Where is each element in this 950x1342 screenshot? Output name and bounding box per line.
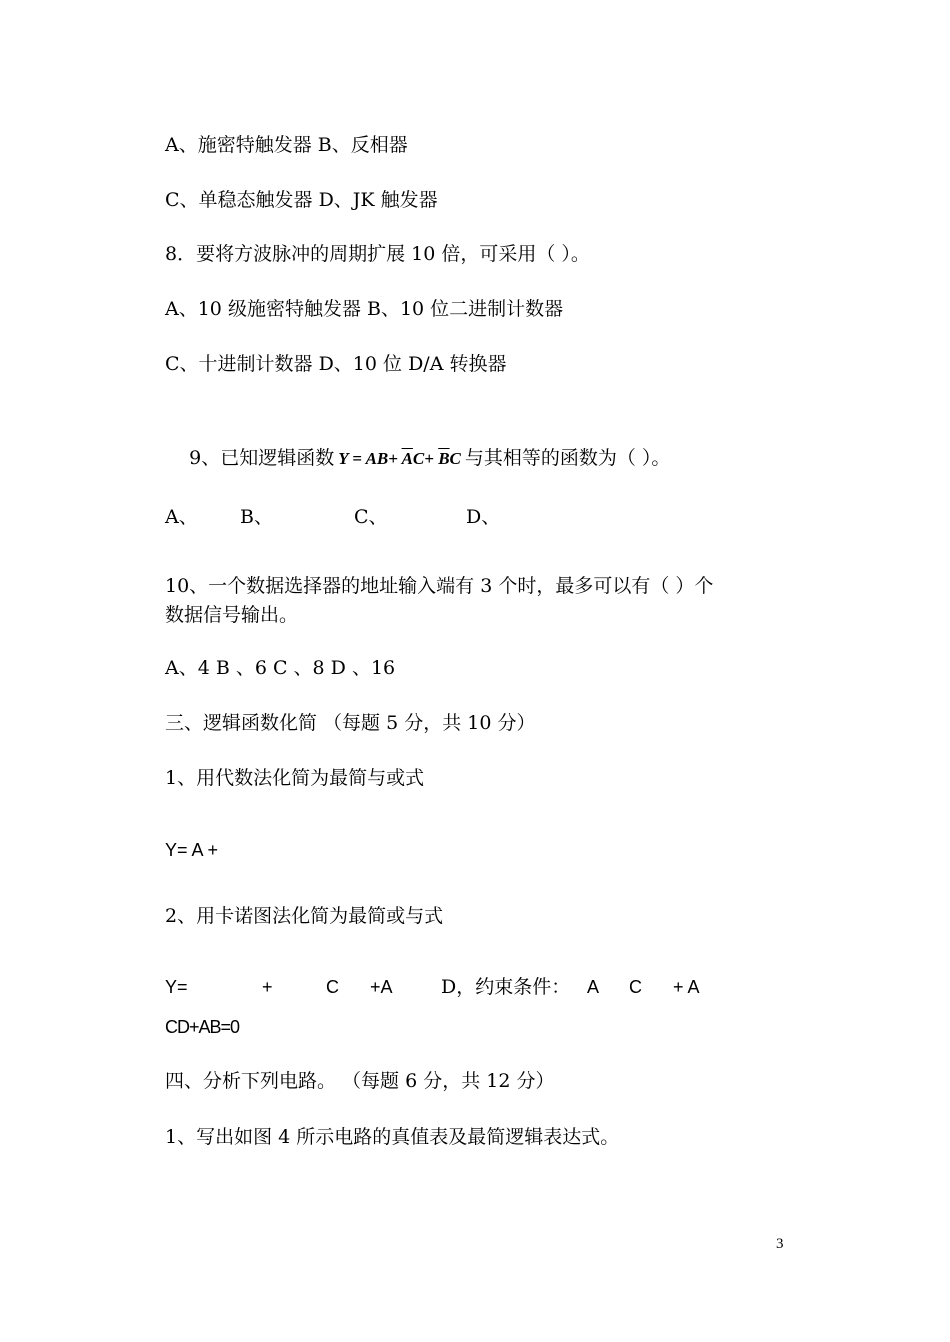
s3-q2-plus-a2: + A <box>673 977 700 997</box>
formula-c2: C <box>449 449 461 468</box>
q9-prefix: 9、已知逻辑函数 <box>189 447 335 469</box>
s3-q1: 1、用代数法化简为最简与或式 <box>165 767 425 789</box>
q9-suffix: 与其相等的函数为（ ）。 <box>464 447 671 469</box>
q10-question-line2: 数据信号输出。 <box>165 604 299 626</box>
s3-q2-constraint-cont: CD+AB=0 <box>165 1017 240 1037</box>
s3-q1-expression: Y= A + <box>165 840 219 860</box>
q8-options-cd: C、十进制计数器 D、10 位 D/A 转换器 <box>165 353 507 375</box>
q8-options-ab: A、10 级施密特触发器 B、10 位二进制计数器 <box>165 298 564 320</box>
q9-option-c: C、 <box>354 506 388 528</box>
section-3-heading: 三、逻辑函数化简 （每题 5 分，共 10 分） <box>165 712 536 734</box>
q10-question-line1: 10、一个数据选择器的地址输入端有 3 个时，最多可以有（ ）个 <box>165 575 714 597</box>
s3-q2-c2: C <box>629 977 642 997</box>
s3-q2-a: A <box>587 977 600 997</box>
q7-options-cd: C、单稳态触发器 D、JK 触发器 <box>165 189 438 211</box>
section-4-heading: 四、分析下列电路。 （每题 6 分，共 12 分） <box>165 1070 555 1092</box>
formula-b-bar: $\overline{B}$ <box>438 449 450 468</box>
formula-eq: = AB+ <box>348 449 402 468</box>
q9-formula <box>334 449 465 468</box>
q7-options-ab: A、施密特触发器 B、反相器 <box>165 134 408 156</box>
q9-option-a: A、 <box>165 506 198 528</box>
s3-q2-y: Y= <box>165 977 188 997</box>
formula-c1: C+ <box>412 449 439 468</box>
q8-question: 8．要将方波脉冲的周期扩展 10 倍，可采用（ ）。 <box>165 243 590 265</box>
q9-option-d: D、 <box>466 506 501 528</box>
s3-q2-plus-a: +A <box>370 977 393 997</box>
s3-q2-c: C <box>326 977 339 997</box>
s4-q1: 1、写出如图 4 所示电路的真值表及最简逻辑表达式。 <box>165 1126 620 1148</box>
s3-q2-d-constraint: D，约束条件： <box>441 976 571 998</box>
formula-y: Y <box>338 449 349 468</box>
formula-a-bar: $\overline{A}$ <box>401 449 413 468</box>
s3-q2-plus1: + <box>262 977 273 997</box>
page-number: 3 <box>776 1236 784 1252</box>
q9-question <box>165 422 670 495</box>
q10-options: A、4 B 、6 C 、8 D 、16 <box>165 657 396 679</box>
q9-option-b: B、 <box>240 506 273 528</box>
s3-q2: 2、用卡诺图法化简为最简或与式 <box>165 905 444 927</box>
